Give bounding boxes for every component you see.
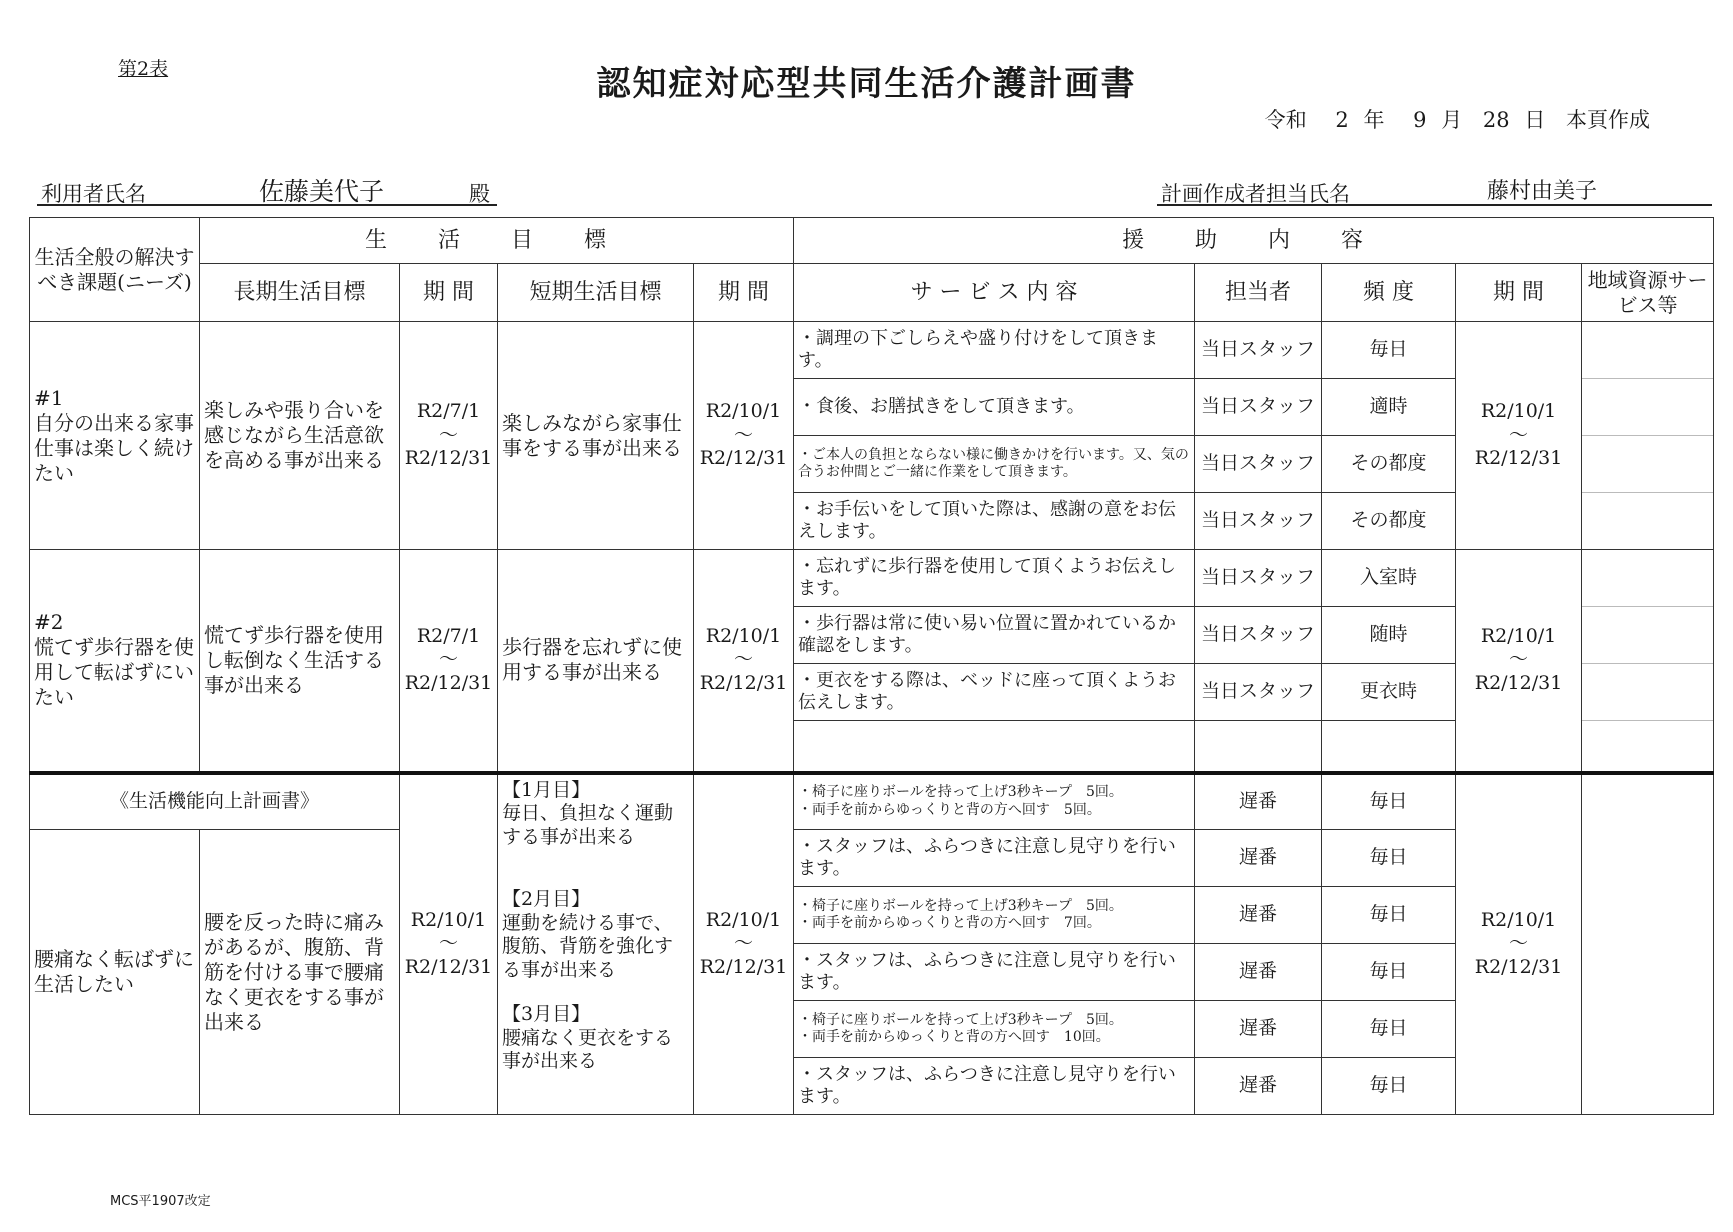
planner-name-line bbox=[1157, 170, 1712, 206]
freq-1-4: その都度 bbox=[1322, 493, 1456, 550]
staff-3-3: 遅番 bbox=[1195, 887, 1322, 944]
local-2-4 bbox=[1582, 721, 1714, 773]
freq-3-5: 毎日 bbox=[1322, 1001, 1456, 1058]
needs-header: 生活全般の解決すべき課題(ニーズ) bbox=[30, 218, 200, 322]
local-3 bbox=[1582, 773, 1714, 1115]
service-3-3: ・椅子に座りボールを持って上げ3秒キープ 5回。 ・両手を前からゆっくりと背の方へ回す 7回。 bbox=[794, 887, 1195, 944]
long-period-1: R2/7/1 〜 R2/12/31 bbox=[400, 322, 498, 550]
document-title: 認知症対応型共同生活介護計画書 bbox=[596, 64, 1137, 104]
planner-name: 藤村由美子 bbox=[1487, 179, 1598, 204]
long-goal-1: 楽しみや張り合いを感じながら生活意欲を高める事が出来る bbox=[200, 322, 400, 550]
service-period-3: R2/10/1 〜 R2/12/31 bbox=[1456, 773, 1582, 1115]
service-period-header: 期 間 bbox=[1456, 264, 1582, 322]
local-resource-header: 地域資源サービス等 bbox=[1582, 264, 1714, 322]
service-1-2: ・食後、お膳拭きをして頂きます。 bbox=[794, 379, 1195, 436]
service-1-3: ・ご本人の負担とならない様に働きかけを行います。又、気の合うお仲間とご一緒に作業をして頂きます。 bbox=[794, 436, 1195, 493]
local-1-2 bbox=[1582, 379, 1714, 436]
long-period-3: R2/10/1 〜 R2/12/31 bbox=[400, 773, 498, 1115]
staff-1-4: 当日スタッフ bbox=[1195, 493, 1322, 550]
user-name-line bbox=[37, 170, 497, 206]
need-3: 腰痛なく転ばずに生活したい bbox=[30, 830, 200, 1115]
staff-2-4 bbox=[1195, 721, 1322, 773]
function-plan-title: 《生活機能向上計画書》 bbox=[30, 773, 400, 830]
short-goals-3 bbox=[498, 773, 694, 1115]
need-2: #2 慌てず歩行器を使用して転ばずにいたい bbox=[30, 550, 200, 773]
freq-3-4: 毎日 bbox=[1322, 944, 1456, 1001]
service-3-4: ・スタッフは、ふらつきに注意し見守りを行います。 bbox=[794, 944, 1195, 1001]
service-period-2: R2/10/1 〜 R2/12/31 bbox=[1456, 550, 1582, 773]
service-3-2: ・スタッフは、ふらつきに注意し見守りを行います。 bbox=[794, 830, 1195, 887]
service-3-6: ・スタッフは、ふらつきに注意し見守りを行います。 bbox=[794, 1058, 1195, 1115]
short-goal-1: 楽しみながら家事仕事をする事が出来る bbox=[498, 322, 694, 550]
creation-date: 令和 2 年 9 月 28 日 本頁作成 bbox=[1264, 108, 1650, 132]
user-name: 佐藤美代子 bbox=[259, 177, 385, 206]
service-3-1: ・椅子に座りボールを持って上げ3秒キープ 5回。 ・両手を前からゆっくりと背の方へ回す 5回。 bbox=[794, 773, 1195, 830]
freq-3-1: 毎日 bbox=[1322, 773, 1456, 830]
table-row bbox=[30, 773, 1714, 830]
short-goal-header: 短期生活目標 bbox=[498, 264, 694, 322]
short-period-3: R2/10/1 〜 R2/12/31 bbox=[694, 773, 794, 1115]
staff-3-2: 遅番 bbox=[1195, 830, 1322, 887]
freq-2-2: 随時 bbox=[1322, 607, 1456, 664]
frequency-header: 頻 度 bbox=[1322, 264, 1456, 322]
staff-header: 担当者 bbox=[1195, 264, 1322, 322]
local-2-3 bbox=[1582, 664, 1714, 721]
staff-3-6: 遅番 bbox=[1195, 1058, 1322, 1115]
support-header: 援 助 内 容 bbox=[794, 218, 1714, 264]
month-1-goal: 【1月目】 毎日、負担なく運動する事が出来る bbox=[502, 778, 674, 848]
freq-1-2: 適時 bbox=[1322, 379, 1456, 436]
staff-1-3: 当日スタッフ bbox=[1195, 436, 1322, 493]
service-1-1: ・調理の下ごしらえや盛り付けをして頂きます。 bbox=[794, 322, 1195, 379]
staff-1-2: 当日スタッフ bbox=[1195, 379, 1322, 436]
freq-2-3: 更衣時 bbox=[1322, 664, 1456, 721]
local-2-2 bbox=[1582, 607, 1714, 664]
short-period-2: R2/10/1 〜 R2/12/31 bbox=[694, 550, 794, 773]
service-header: サ ー ビ ス 内 容 bbox=[794, 264, 1195, 322]
sheet-number: 第2表 bbox=[118, 58, 169, 80]
month-3-goal: 【3月目】 腰痛なく更衣をする事が出来る bbox=[502, 1002, 674, 1073]
service-2-1: ・忘れずに歩行器を使用して頂くようお伝えします。 bbox=[794, 550, 1195, 607]
freq-3-2: 毎日 bbox=[1322, 830, 1456, 887]
freq-2-1: 入室時 bbox=[1322, 550, 1456, 607]
service-2-3: ・更衣をする際は、ベッドに座って頂くようお伝えします。 bbox=[794, 664, 1195, 721]
staff-2-2: 当日スタッフ bbox=[1195, 607, 1322, 664]
staff-2-1: 当日スタッフ bbox=[1195, 550, 1322, 607]
month-2-goal: 【2月目】 運動を続ける事で、腹筋、背筋を強化する事が出来る bbox=[502, 887, 674, 981]
service-1-4: ・お手伝いをして頂いた際は、感謝の意をお伝えします。 bbox=[794, 493, 1195, 550]
long-period-header: 期 間 bbox=[400, 264, 498, 322]
local-1-1 bbox=[1582, 322, 1714, 379]
service-3-5: ・椅子に座りボールを持って上げ3秒キープ 5回。 ・両手を前からゆっくりと背の方へ回す 10回。 bbox=[794, 1001, 1195, 1058]
need-1: #1 自分の出来る家事仕事は楽しく続けたい bbox=[30, 322, 200, 550]
staff-3-5: 遅番 bbox=[1195, 1001, 1322, 1058]
table-row bbox=[30, 322, 1714, 379]
freq-3-6: 毎日 bbox=[1322, 1058, 1456, 1115]
freq-2-4 bbox=[1322, 721, 1456, 773]
care-plan-table bbox=[29, 217, 1714, 1115]
service-period-1: R2/10/1 〜 R2/12/31 bbox=[1456, 322, 1582, 550]
life-goals-header: 生 活 目 標 bbox=[200, 218, 794, 264]
freq-1-1: 毎日 bbox=[1322, 322, 1456, 379]
user-name-label: 利用者氏名 bbox=[41, 182, 146, 206]
table-row bbox=[30, 550, 1714, 607]
long-goal-3: 腰を反った時に痛みがあるが、腹筋、背筋を付ける事で腰痛なく更衣をする事が出来る bbox=[200, 830, 400, 1115]
long-goal-2: 慌てず歩行器を使用し転倒なく生活する事が出来る bbox=[200, 550, 400, 773]
short-period-header: 期 間 bbox=[694, 264, 794, 322]
short-goal-2: 歩行器を忘れずに使用する事が出来る bbox=[498, 550, 694, 773]
honorific: 殿 bbox=[469, 182, 490, 206]
staff-2-3: 当日スタッフ bbox=[1195, 664, 1322, 721]
long-period-2: R2/7/1 〜 R2/12/31 bbox=[400, 550, 498, 773]
local-1-3 bbox=[1582, 436, 1714, 493]
form-revision: MCS平1907改定 bbox=[110, 1194, 211, 1209]
freq-3-3: 毎日 bbox=[1322, 887, 1456, 944]
service-2-4 bbox=[794, 721, 1195, 773]
staff-1-1: 当日スタッフ bbox=[1195, 322, 1322, 379]
local-1-4 bbox=[1582, 493, 1714, 550]
long-goal-header: 長期生活目標 bbox=[200, 264, 400, 322]
short-period-1: R2/10/1 〜 R2/12/31 bbox=[694, 322, 794, 550]
staff-3-1: 遅番 bbox=[1195, 773, 1322, 830]
freq-1-3: その都度 bbox=[1322, 436, 1456, 493]
staff-3-4: 遅番 bbox=[1195, 944, 1322, 1001]
local-2-1 bbox=[1582, 550, 1714, 607]
planner-label: 計画作成者担当氏名 bbox=[1161, 182, 1350, 206]
service-2-2: ・歩行器は常に使い易い位置に置かれているか確認をします。 bbox=[794, 607, 1195, 664]
